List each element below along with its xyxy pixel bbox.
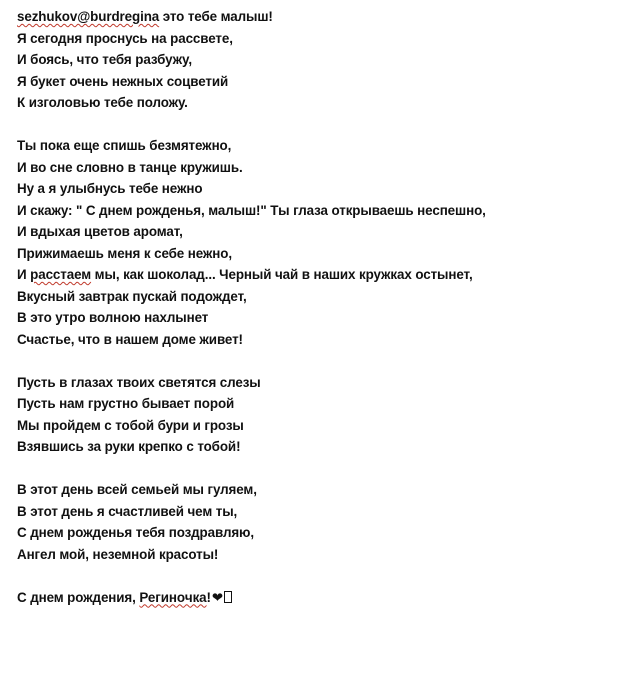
username: sezhukov@burdregina xyxy=(17,9,160,24)
stanza-gap xyxy=(17,565,616,587)
stanza-gap xyxy=(17,114,616,136)
poem-line: Я букет очень нежных соцветий xyxy=(17,73,229,89)
poem-line xyxy=(17,264,616,286)
missing-glyph-icon xyxy=(224,591,232,603)
poem-line: К изголовью тебе положу. xyxy=(17,95,188,110)
poem-line: И во сне словно в танце кружишь. xyxy=(17,159,243,175)
poem-line: Мы пройдем с тобой бури и грозы xyxy=(17,417,244,433)
header-text: это тебе малыш! xyxy=(159,9,273,24)
poem-document xyxy=(17,6,616,608)
poem-line: Ну а я улыбнусь тебе нежно xyxy=(17,181,203,196)
poem-line: Вкусный завтрак пускай подождет, xyxy=(17,288,247,304)
closing-line xyxy=(17,587,616,609)
stanza-gap xyxy=(17,458,616,480)
poem-line: И вдыхая цветов аромат, xyxy=(17,224,183,239)
closing-end: ! xyxy=(206,589,211,605)
poem-line: Взявшись за руки крепко с тобой! xyxy=(17,439,241,454)
poem-line: И скажу: " С днем рожденья, малыш!" Ты глаза открываешь неспешно, xyxy=(17,202,486,218)
heart-icon: ❤ xyxy=(211,589,224,605)
poem-line: С днем рожденья тебя поздравляю, xyxy=(17,525,255,540)
closing-name: Регинoчка xyxy=(139,589,207,605)
poem-line: Ангел мой, неземной красоты! xyxy=(17,546,219,562)
poem-line: Пусть в глазах твоих светятся слезы xyxy=(17,374,261,390)
closing-start: С днем рождения, xyxy=(17,589,140,605)
poem-line: В этот день всей семьей мы гуляем, xyxy=(17,482,257,497)
stanza-gap xyxy=(17,350,616,372)
poem-line: Я сегодня проснусь на рассвете, xyxy=(17,30,233,46)
poem-line: В это утро волною нахлынет xyxy=(17,310,209,325)
poem-line: Счастье, что в нашем доме живет! xyxy=(17,331,243,347)
header-line xyxy=(17,6,616,28)
poem-line: Пусть нам грустно бывает порой xyxy=(17,396,235,411)
poem-line: Ты пока еще спишь безмятежно, xyxy=(17,138,232,153)
line-start: И xyxy=(17,267,31,282)
misspelled-word: расстаем xyxy=(30,267,92,282)
line-end: мы, как шоколад... Черный чай в наших кружках остынет, xyxy=(91,267,473,282)
poem-line: И боясь, что тебя разбужу, xyxy=(17,52,192,67)
poem-line: В этот день я счастливей чем ты, xyxy=(17,503,238,519)
poem-line: Прижимаешь меня к себе нежно, xyxy=(17,245,232,261)
